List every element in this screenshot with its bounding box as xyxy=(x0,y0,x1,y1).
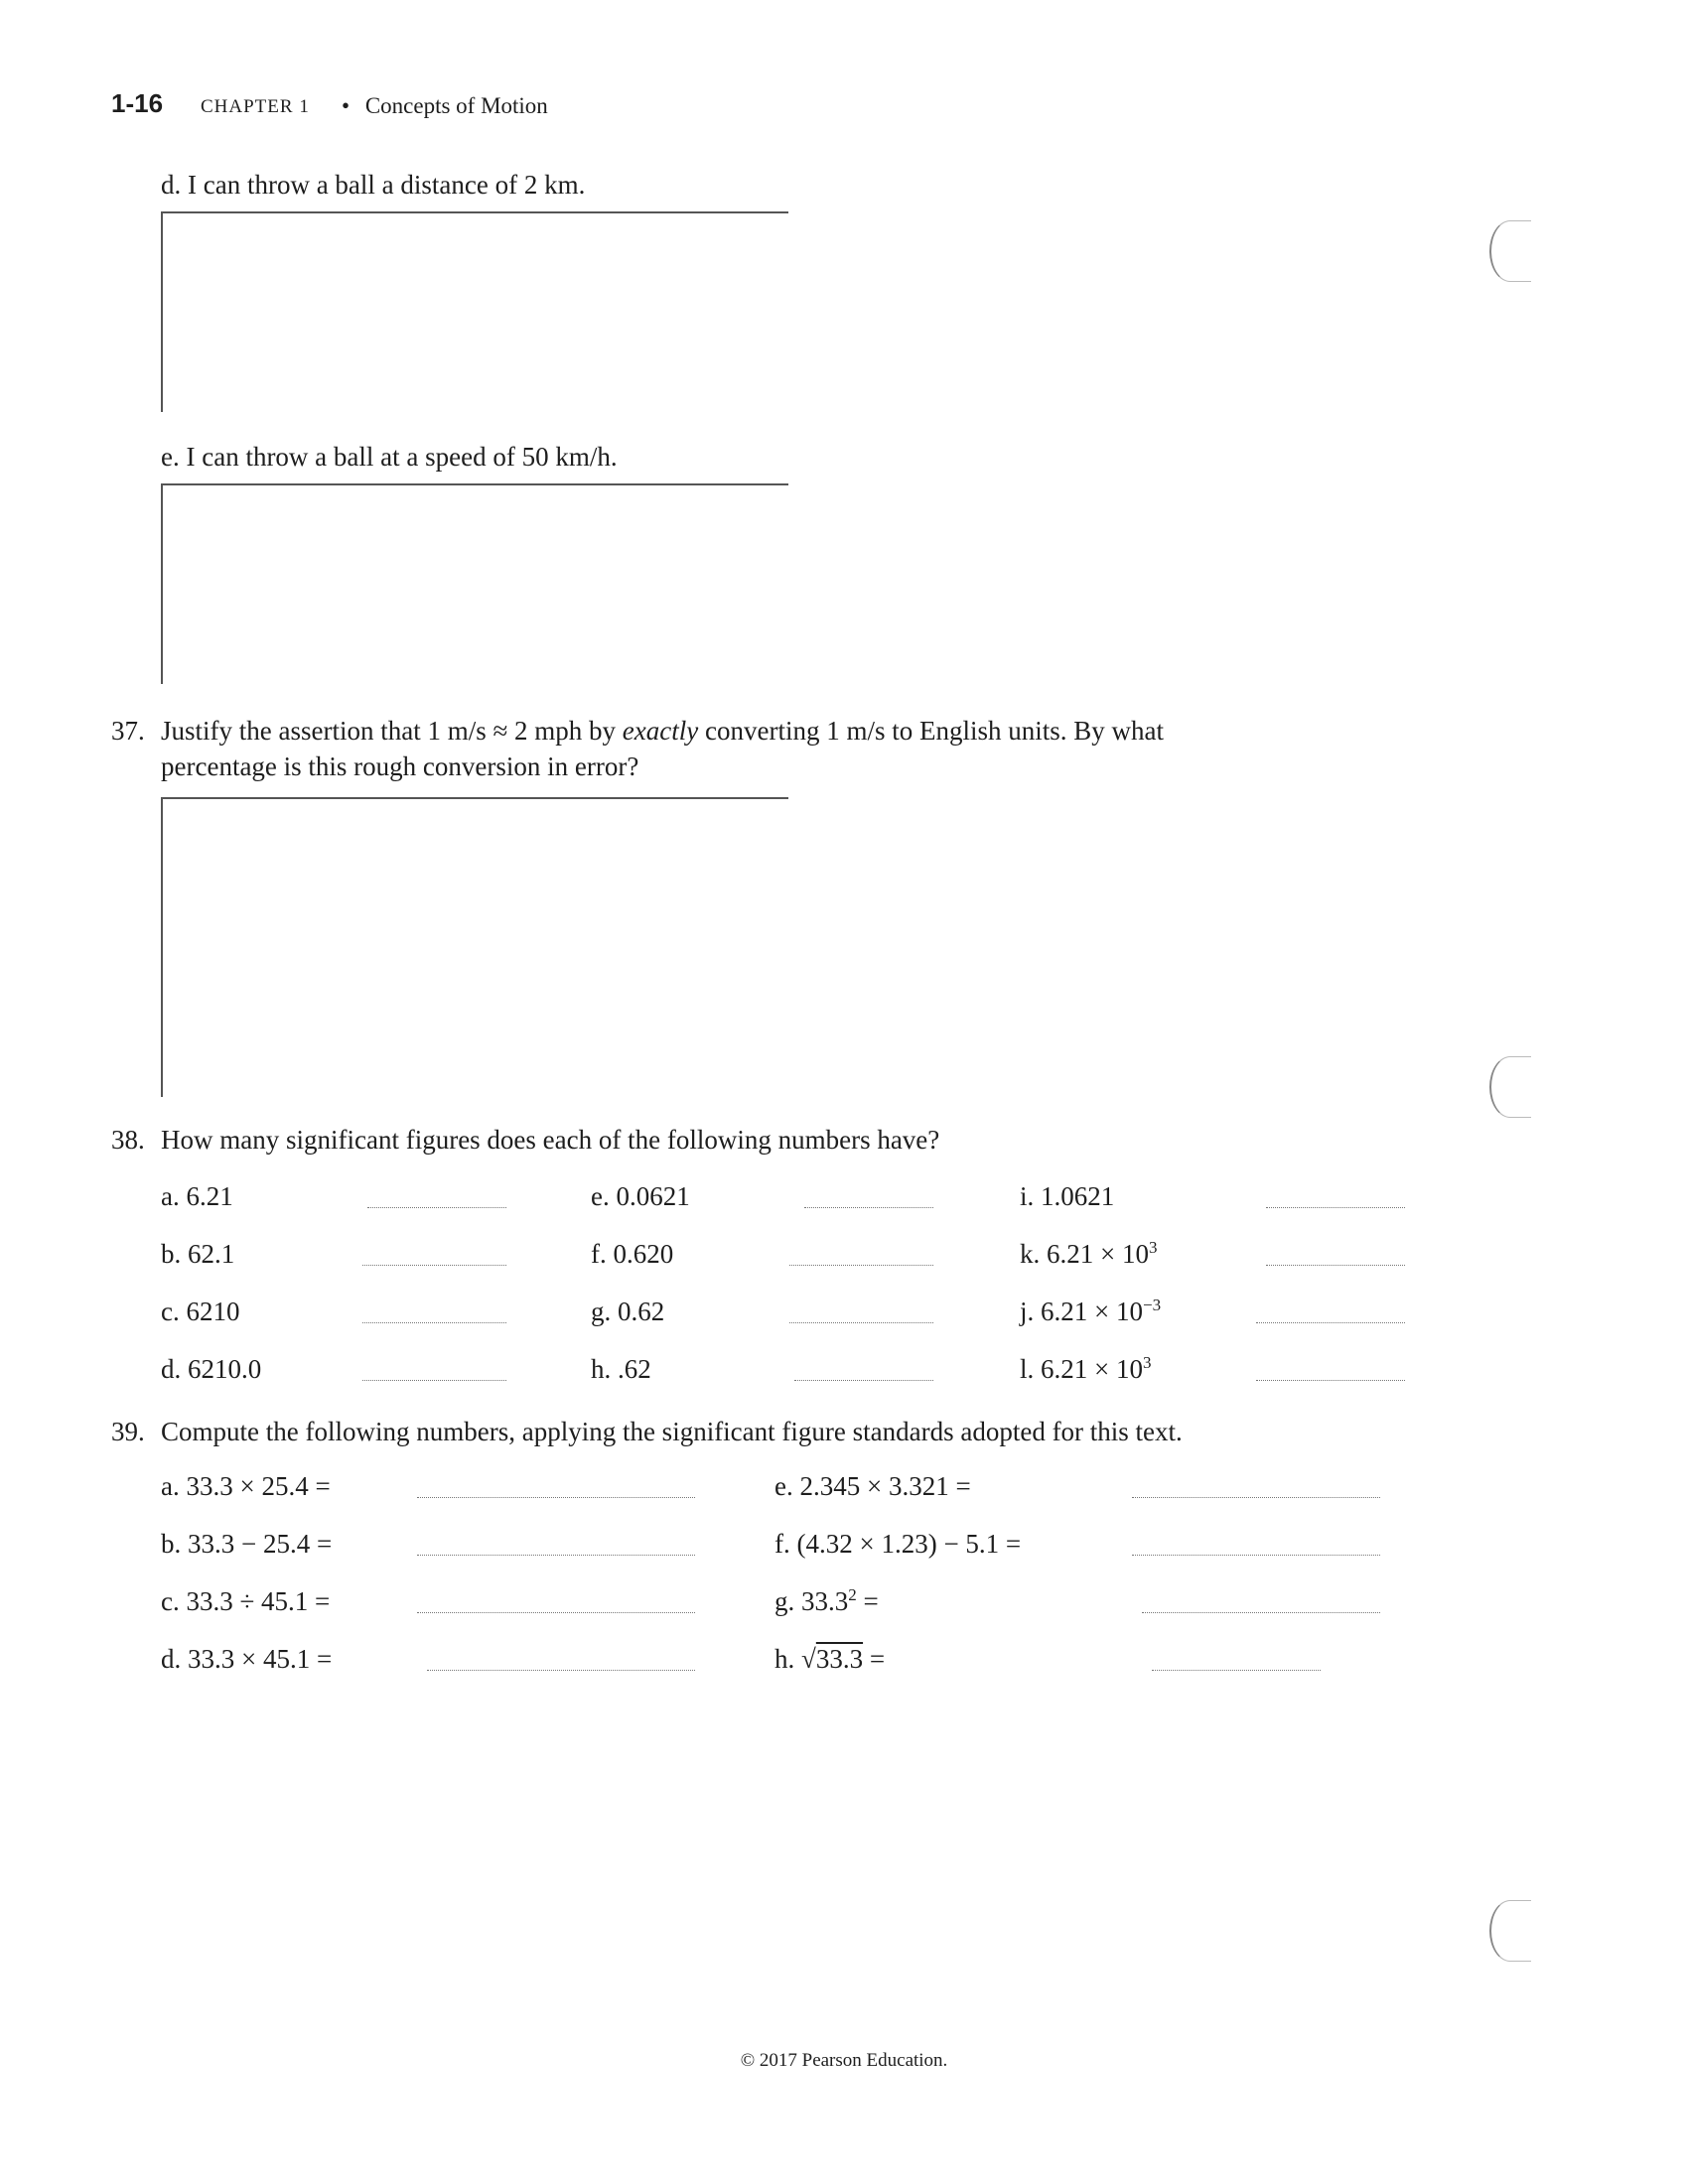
q38-item-e: e. 0.0621 xyxy=(591,1181,690,1211)
question-36d: d. I can throw a ball a distance of 2 km. xyxy=(161,170,586,200)
binder-hole-mark-top xyxy=(1489,220,1531,282)
q38-item-l: l. $6.21 \times 10^3$ xyxy=(1020,1353,1152,1384)
q38-answer-line-f[interactable] xyxy=(789,1265,933,1266)
q38-item-c: c. 6210 xyxy=(161,1297,240,1326)
question-36e: e. I can throw a ball at a speed of 50 km/h. xyxy=(161,442,618,472)
question-39-prompt: Compute the following numbers, applying the significant figure standards adopted for this text. xyxy=(161,1417,1183,1446)
q37-line2: percentage is this rough conversion in error? xyxy=(161,751,639,781)
header-separator: • xyxy=(342,93,351,118)
q39-item-d: d. 33.3 × 45.1 = xyxy=(161,1644,333,1674)
q38-answer-line-l[interactable] xyxy=(1256,1380,1405,1381)
q39-answer-line-b[interactable] xyxy=(417,1555,695,1556)
q39-answer-line-c[interactable] xyxy=(417,1612,695,1613)
q38-item-f: f. 0.620 xyxy=(591,1239,674,1269)
q38-item-b: b. 62.1 xyxy=(161,1239,235,1269)
radicand: 33.3 xyxy=(815,1644,864,1674)
q38-item-g: g. 0.62 xyxy=(591,1297,665,1326)
q39-item-b: b. 33.3 − 25.4 = xyxy=(161,1529,333,1559)
q38-answer-line-a[interactable] xyxy=(367,1207,506,1208)
radical-sign: √ xyxy=(801,1644,816,1674)
q38-answer-line-j[interactable] xyxy=(1256,1322,1405,1323)
q37-emphasis: exactly xyxy=(622,716,699,746)
q39-item-g: g. $33.3^2$ = xyxy=(774,1585,879,1616)
q38-item-k: k. $6.21 \times 10^3$ xyxy=(1020,1238,1158,1269)
answer-box-37[interactable] xyxy=(161,797,788,1097)
q38-item-i: i. 1.0621 xyxy=(1020,1181,1115,1211)
q38-answer-line-c[interactable] xyxy=(362,1322,506,1323)
q38-answer-line-d[interactable] xyxy=(362,1380,506,1381)
q39-answer-line-h[interactable] xyxy=(1152,1670,1321,1671)
question-37-number: 37. xyxy=(111,716,145,746)
question-38-prompt: How many significant figures does each of the following numbers have? xyxy=(161,1125,940,1155)
q39-item-f: f. (4.32 × 1.23) − 5.1 = xyxy=(774,1529,1022,1559)
q39-answer-line-f[interactable] xyxy=(1132,1555,1380,1556)
chapter-label: CHAPTER 1 xyxy=(201,96,310,117)
q39-item-a: a. 33.3 × 25.4 = xyxy=(161,1471,331,1501)
question-37-text xyxy=(161,713,1372,784)
q37-text-before: Justify the assertion that 1 m/s ≈ 2 mph by xyxy=(161,716,623,746)
q38-item-j: j. $6.21 \times 10^{-3}$ xyxy=(1020,1296,1162,1326)
q39-answer-line-d[interactable] xyxy=(427,1670,695,1671)
q39-item-c: c. 33.3 ÷ 45.1 = xyxy=(161,1586,331,1616)
binder-hole-mark-middle xyxy=(1489,1056,1531,1118)
q38-answer-line-i[interactable] xyxy=(1266,1207,1405,1208)
q38-answer-line-e[interactable] xyxy=(804,1207,933,1208)
q38-answer-line-b[interactable] xyxy=(362,1265,506,1266)
chapter-title xyxy=(342,93,548,119)
question-38-number: 38. xyxy=(111,1125,145,1155)
q39-item-h: h. √33.3 = xyxy=(774,1644,886,1674)
q39-answer-line-e[interactable] xyxy=(1132,1497,1380,1498)
answer-box-36d[interactable] xyxy=(161,211,788,412)
q38-answer-line-k[interactable] xyxy=(1266,1265,1405,1266)
q38-item-h: h. .62 xyxy=(591,1354,651,1384)
q38-item-a: a. 6.21 xyxy=(161,1181,233,1211)
question-39-number: 39. xyxy=(111,1417,145,1446)
copyright-footer: © 2017 Pearson Education. xyxy=(740,2050,948,2071)
q37-text-after: converting 1 m/s to English units. By what xyxy=(698,716,1164,746)
q39-item-e: e. 2.345 × 3.321 = xyxy=(774,1471,971,1501)
q39-answer-line-a[interactable] xyxy=(417,1497,695,1498)
q38-item-d: d. 6210.0 xyxy=(161,1354,262,1384)
q39-answer-line-g[interactable] xyxy=(1142,1612,1380,1613)
chapter-title-text: Concepts of Motion xyxy=(364,93,548,118)
binder-hole-mark-bottom xyxy=(1489,1900,1531,1962)
q38-answer-line-g[interactable] xyxy=(789,1322,933,1323)
answer-box-36e[interactable] xyxy=(161,483,788,684)
q38-answer-line-h[interactable] xyxy=(794,1380,933,1381)
page-number: 1-16 xyxy=(111,88,164,118)
